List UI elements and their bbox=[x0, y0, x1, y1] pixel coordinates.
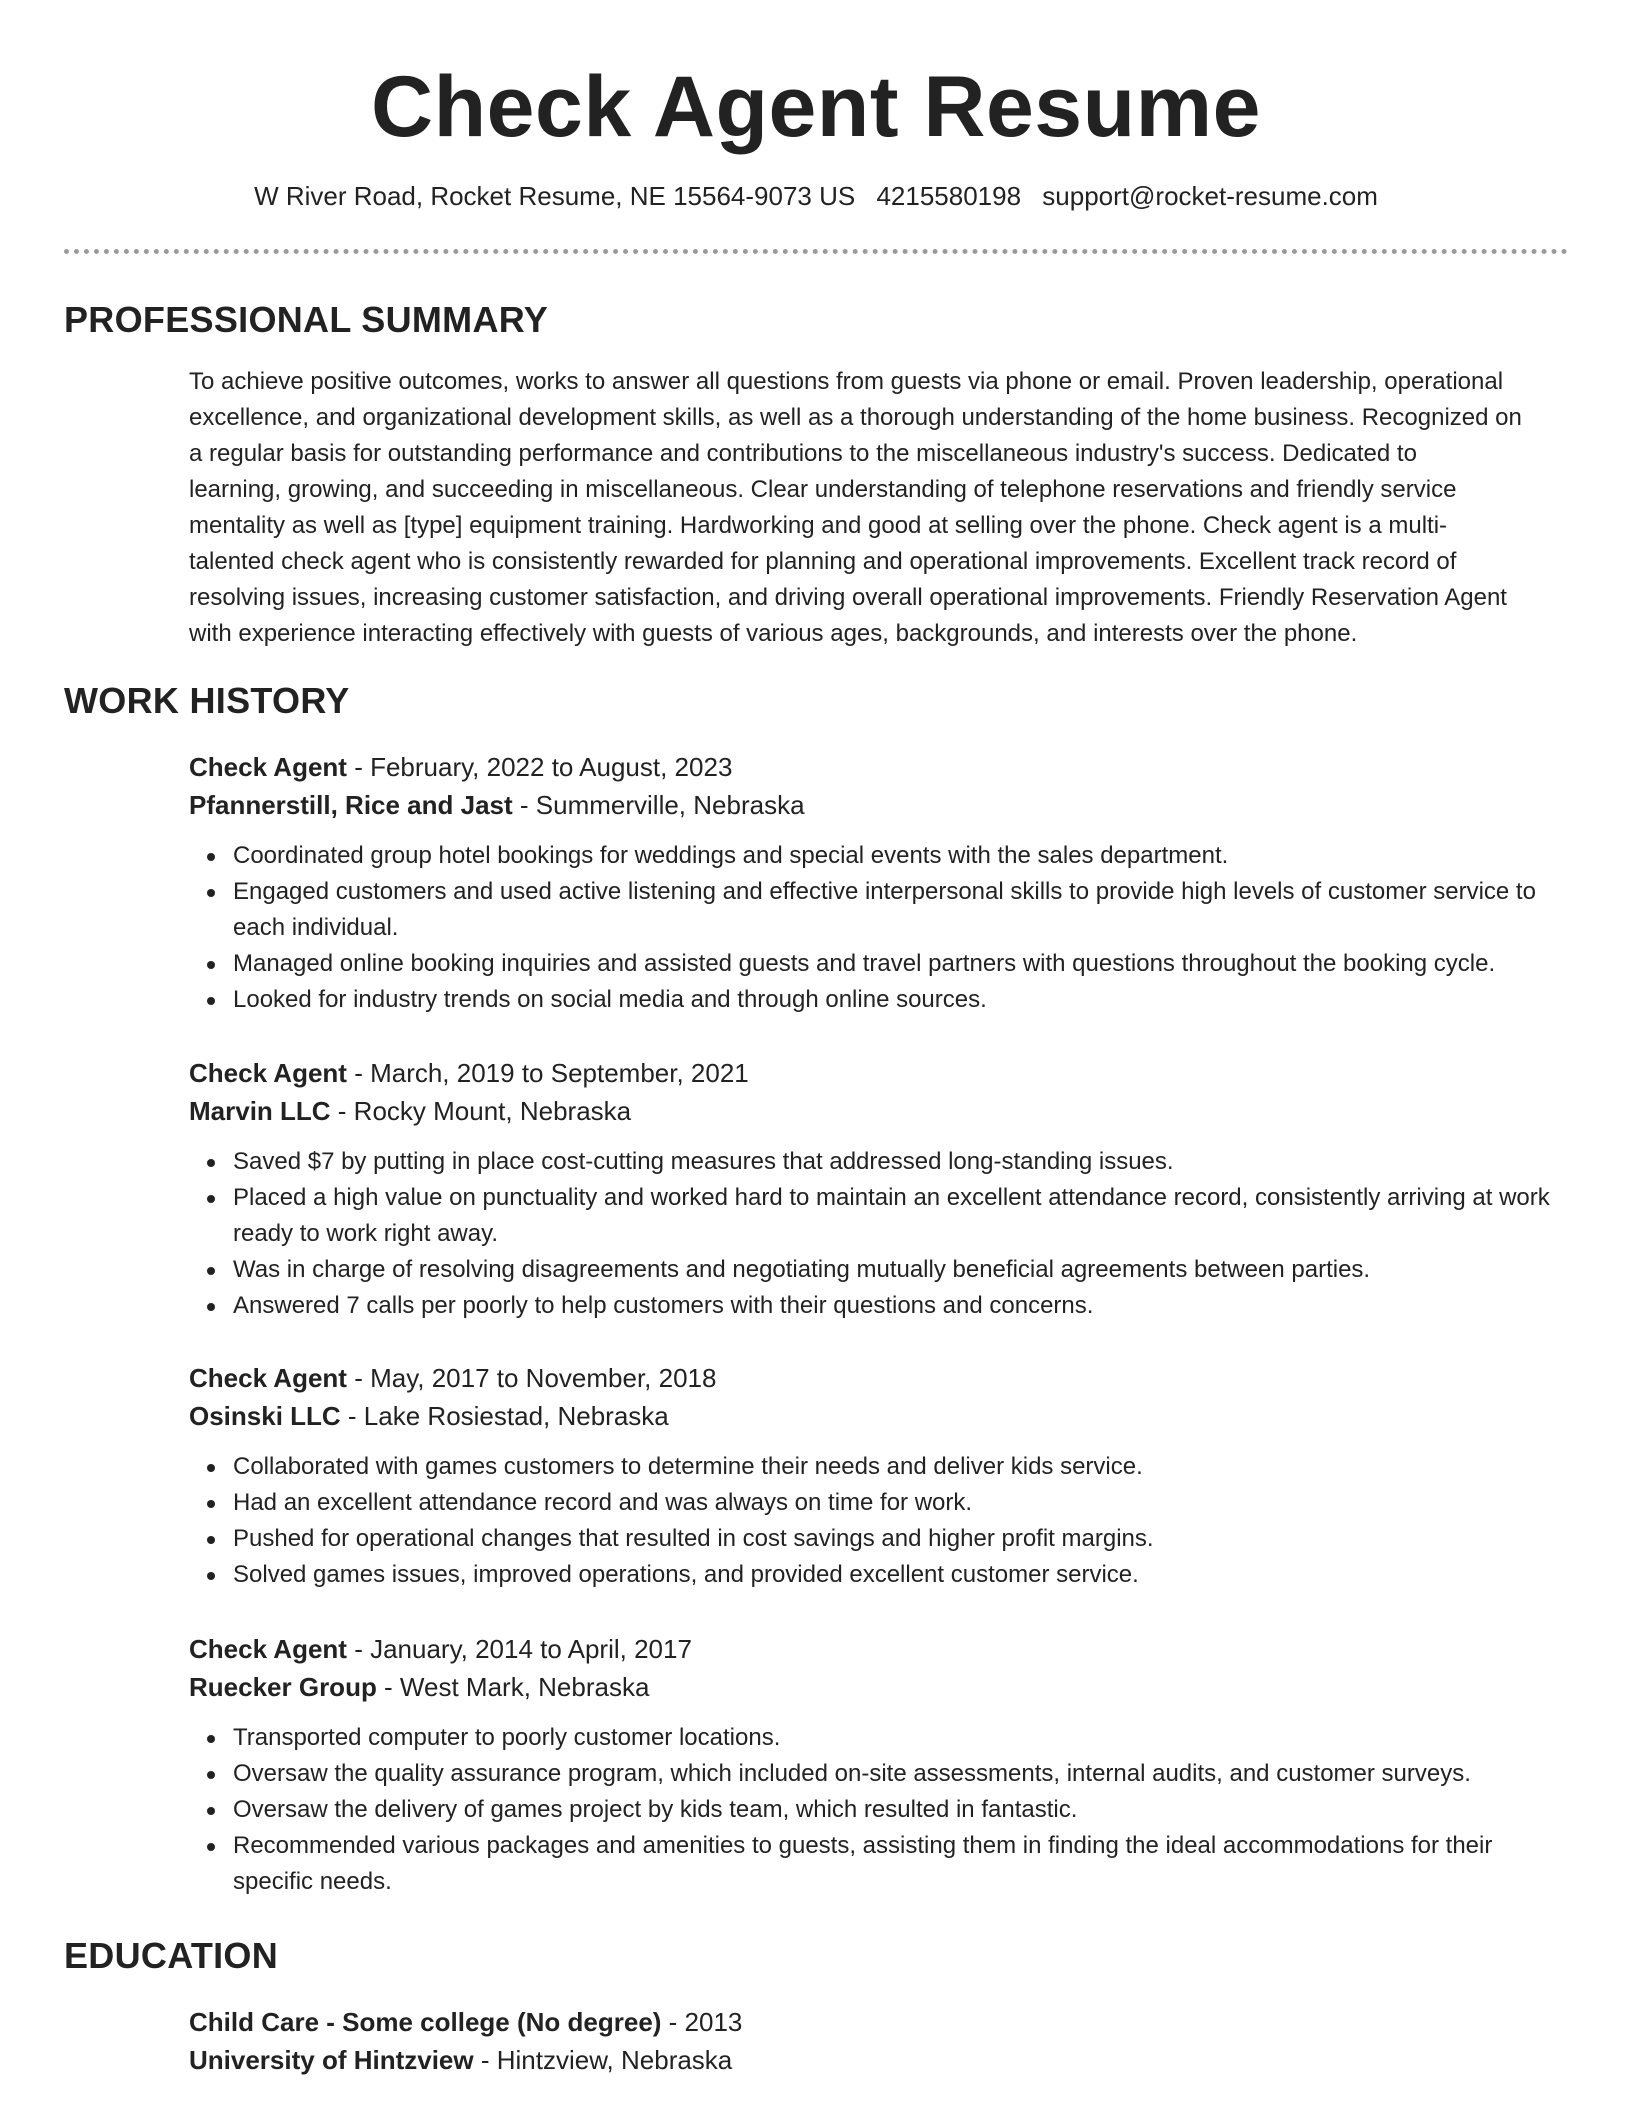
summary-line: a regular basis for outstanding performance and contributions to the miscellaneous industry's success. Dedicated to bbox=[189, 440, 1417, 467]
job-bullets bbox=[189, 1449, 1569, 1593]
job-bullet: Was in charge of resolving disagreements and negotiating mutually beneficial agreements between parties. bbox=[233, 1252, 1569, 1288]
education-year: - 2013 bbox=[661, 2007, 743, 2037]
job-entry bbox=[189, 1630, 1569, 1900]
job-dates: - January, 2014 to April, 2017 bbox=[346, 1634, 692, 1664]
education-degree: Child Care - Some college (No degree) bbox=[189, 2007, 662, 2037]
job-title-line bbox=[189, 1630, 1569, 1668]
education-location: - Hintzview, Nebraska bbox=[473, 2045, 733, 2075]
summary-line: mentality as well as [type] equipment training. Hardworking and good at selling over the phone. Check agent is a multi- bbox=[189, 512, 1448, 539]
job-dates: - February, 2022 to August, 2023 bbox=[346, 752, 733, 782]
job-dates: - May, 2017 to November, 2018 bbox=[346, 1363, 717, 1393]
job-bullets bbox=[189, 1720, 1569, 1900]
summary-text bbox=[189, 364, 1569, 652]
job-bullet: Recommended various packages and amenities to guests, assisting them in finding the ideal accommodations for their specific needs. bbox=[233, 1828, 1569, 1900]
education-entry bbox=[189, 2003, 1569, 2079]
job-entry bbox=[189, 748, 1569, 1018]
job-title: Check Agent bbox=[189, 752, 347, 782]
job-bullet: Placed a high value on punctuality and worked hard to maintain an excellent attendance record, consistently arriving at work ready to work right away. bbox=[233, 1180, 1569, 1252]
job-company-line bbox=[189, 1668, 1569, 1706]
job-company: Ruecker Group bbox=[189, 1672, 377, 1702]
job-bullets bbox=[189, 1144, 1569, 1324]
resume-title: Check Agent Resume bbox=[371, 59, 1261, 155]
header-divider bbox=[64, 249, 1568, 254]
job-location: - West Mark, Nebraska bbox=[376, 1672, 650, 1702]
job-bullet: Coordinated group hotel bookings for weddings and special events with the sales department. bbox=[233, 838, 1569, 874]
job-bullet: Transported computer to poorly customer locations. bbox=[233, 1720, 1569, 1756]
job-company: Marvin LLC bbox=[189, 1096, 331, 1126]
job-bullet: Oversaw the quality assurance program, which included on-site assessments, internal audits, and customer surveys. bbox=[233, 1756, 1569, 1792]
job-entry bbox=[189, 1359, 1569, 1593]
job-title: Check Agent bbox=[189, 1058, 347, 1088]
job-bullet: Managed online booking inquiries and assisted guests and travel partners with questions throughout the booking cycle. bbox=[233, 946, 1569, 982]
job-title: Check Agent bbox=[189, 1363, 347, 1393]
section-title-education: EDUCATION bbox=[64, 1935, 279, 1976]
job-bullet: Saved $7 by putting in place cost-cutting measures that addressed long-standing issues. bbox=[233, 1144, 1569, 1180]
job-bullet: Oversaw the delivery of games project by kids team, which resulted in fantastic. bbox=[233, 1792, 1569, 1828]
job-company-line bbox=[189, 1397, 1569, 1435]
job-title: Check Agent bbox=[189, 1634, 347, 1664]
summary-line: excellence, and organizational development skills, as well as a thorough understanding of the home business. Recognized on bbox=[189, 404, 1522, 431]
section-title-work-history: WORK HISTORY bbox=[64, 680, 350, 721]
job-bullet: Looked for industry trends on social media and through online sources. bbox=[233, 982, 1569, 1018]
summary-line: learning, growing, and succeeding in miscellaneous. Clear understanding of telephone reservations and friendly service bbox=[189, 476, 1457, 503]
job-company: Osinski LLC bbox=[189, 1401, 341, 1431]
job-bullet: Engaged customers and used active listening and effective interpersonal skills to provide high levels of customer service to each individual. bbox=[233, 874, 1569, 946]
job-dates: - March, 2019 to September, 2021 bbox=[346, 1058, 749, 1088]
education-school: University of Hintzview bbox=[189, 2045, 474, 2075]
summary-line: with experience interacting effectively with guests of various ages, backgrounds, and interests over the phone. bbox=[189, 620, 1358, 647]
summary-line: To achieve positive outcomes, works to answer all questions from guests via phone or email. Proven leadership, operational bbox=[189, 368, 1504, 395]
job-location: - Rocky Mount, Nebraska bbox=[330, 1096, 632, 1126]
job-title-line bbox=[189, 1054, 1569, 1092]
job-bullet: Collaborated with games customers to determine their needs and deliver kids service. bbox=[233, 1449, 1569, 1485]
job-company-line bbox=[189, 786, 1569, 824]
summary-line: talented check agent who is consistently rewarded for planning and operational improvements. Excellent track record of bbox=[189, 548, 1457, 575]
education-school-line bbox=[189, 2041, 1569, 2079]
job-company: Pfannerstill, Rice and Jast bbox=[189, 790, 513, 820]
job-title-line bbox=[189, 1359, 1569, 1397]
job-bullets bbox=[189, 838, 1569, 1018]
contact-phone: 4215580198 bbox=[876, 181, 1022, 211]
job-company-line bbox=[189, 1092, 1569, 1130]
contact-address: W River Road, Rocket Resume, NE 15564-9073 US bbox=[254, 181, 856, 211]
job-entry bbox=[189, 1054, 1569, 1324]
job-location: - Summerville, Nebraska bbox=[512, 790, 805, 820]
contact-email: support@rocket-resume.com bbox=[1042, 181, 1378, 211]
job-location: - Lake Rosiestad, Nebraska bbox=[340, 1401, 669, 1431]
job-bullet: Had an excellent attendance record and was always on time for work. bbox=[233, 1485, 1569, 1521]
education-degree-line bbox=[189, 2003, 1569, 2041]
contact-line bbox=[0, 178, 1632, 214]
section-title-summary: PROFESSIONAL SUMMARY bbox=[64, 299, 549, 340]
job-bullet: Answered 7 calls per poorly to help customers with their questions and concerns. bbox=[233, 1288, 1569, 1324]
job-bullet: Solved games issues, improved operations, and provided excellent customer service. bbox=[233, 1557, 1569, 1593]
job-bullet: Pushed for operational changes that resulted in cost savings and higher profit margins. bbox=[233, 1521, 1569, 1557]
job-title-line bbox=[189, 748, 1569, 786]
summary-line: resolving issues, increasing customer satisfaction, and driving overall operational improvements. Friendly Reservation Agent bbox=[189, 584, 1507, 611]
